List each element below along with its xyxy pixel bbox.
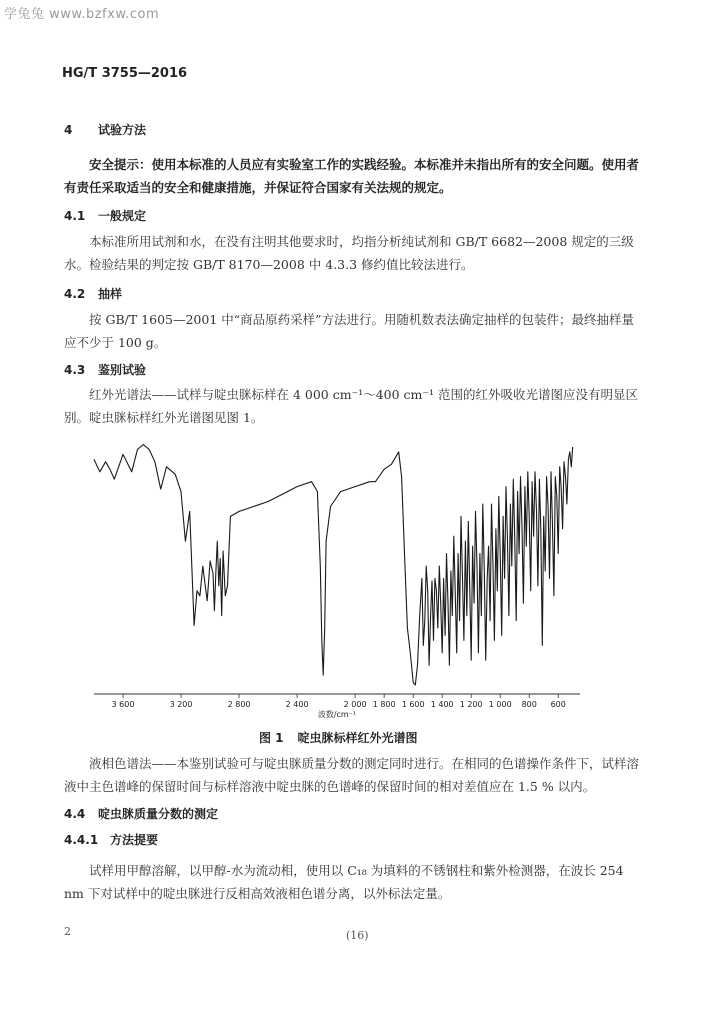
x-tick-label: 2 800 bbox=[227, 700, 251, 709]
section-number: 4.2 bbox=[64, 287, 86, 301]
section-title: 鉴别试验 bbox=[98, 363, 147, 377]
x-tick-label: 2 000 bbox=[343, 700, 367, 709]
x-tick-label: 3 200 bbox=[169, 700, 193, 709]
footer-center-number: (16) bbox=[346, 929, 369, 942]
x-tick-label: 1 400 bbox=[430, 700, 454, 709]
x-tick-label: 1 600 bbox=[401, 700, 425, 709]
page-number: 2 bbox=[64, 925, 71, 938]
x-tick-label: 600 bbox=[550, 700, 566, 709]
standard-number: HG/T 3755—2016 bbox=[62, 66, 188, 81]
section-4-3-ir-text: 红外光谱法——试样与啶虫脒标样在 4 000 cm⁻¹～400 cm⁻¹ 范围的红外吸收光谱图应没有明显区别。啶虫脒标样红外光谱图见图 1。 bbox=[64, 387, 638, 425]
ir-spectrum-chart bbox=[60, 432, 600, 724]
section-title: 一般规定 bbox=[98, 209, 147, 223]
section-title: 方法提要 bbox=[110, 833, 159, 847]
section-4-3-lc-text: 液相色谱法——本鉴别试验可与啶虫脒质量分数的测定同时进行。在相同的色谱操作条件下，试样溶液中主色谱峰的保留时间与标样溶液中啶虫脒的色谱峰的保留时间的相对差值应在 1.5 % 以内。 bbox=[64, 756, 640, 794]
x-axis-label: 波数/cm⁻¹ bbox=[317, 710, 357, 719]
section-4-4-1-text: 试样用甲醇溶解，以甲醇-水为流动相，使用以 C₁₈ 为填料的不锈钢柱和紫外检测器，在波长 254 nm 下对试样中的啶虫脒进行反相高效液相色谱分离，以外标法定量。 bbox=[64, 863, 624, 901]
safety-note: 安全提示：使用本标准的人员应有实验室工作的实践经验。本标准并未指出所有的安全问题。使用者有责任采取适当的安全和健康措施，并保证符合国家有关法规的规定。 bbox=[64, 157, 640, 195]
section-number: 4.1 bbox=[64, 209, 86, 223]
section-4-3-heading bbox=[64, 361, 146, 378]
section-title: 抽样 bbox=[98, 287, 123, 301]
section-number: 4.4.1 bbox=[64, 833, 99, 847]
x-tick-label: 1 800 bbox=[372, 700, 396, 709]
x-tick-label: 2 400 bbox=[285, 700, 309, 709]
section-number: 4.3 bbox=[64, 363, 86, 377]
plot-area bbox=[94, 445, 573, 686]
section-4-2-heading bbox=[64, 285, 122, 302]
x-tick-label: 800 bbox=[521, 700, 537, 709]
x-tick-label: 1 200 bbox=[459, 700, 483, 709]
x-axis-ticks bbox=[112, 694, 566, 709]
section-4-1-heading bbox=[64, 207, 146, 224]
section-title: 啶虫脒质量分数的测定 bbox=[98, 807, 219, 821]
section-4-heading bbox=[64, 121, 146, 138]
figure-title: 啶虫脒标样红外光谱图 bbox=[297, 731, 418, 745]
spectrum-line bbox=[94, 445, 573, 686]
section-4-2-text: 按 GB/T 1605—2001 中“商品原药采样”方法进行。用随机数表法确定抽样的包装件；最终抽样量应不少于 100 g。 bbox=[64, 312, 635, 350]
section-4-4-heading bbox=[64, 805, 218, 822]
section-number: 4.4 bbox=[64, 807, 86, 821]
x-tick-label: 1 000 bbox=[488, 700, 512, 709]
figure-number: 图 1 bbox=[259, 731, 284, 745]
figure-caption bbox=[259, 729, 418, 746]
section-title: 试验方法 bbox=[98, 123, 147, 137]
section-4-1-text: 本标准所用试剂和水，在没有注明其他要求时，均指分析纯试剂和 GB/T 6682—2008 规定的三级水。检验结果的判定按 GB/T 8170—2008 中 4.3.3 修约值比较法进行。 bbox=[64, 234, 634, 272]
section-4-4-1-heading bbox=[64, 831, 158, 848]
section-number: 4 bbox=[64, 123, 73, 137]
watermark: 学兔兔 www.bzfxw.com bbox=[4, 7, 160, 22]
x-tick-label: 3 600 bbox=[111, 700, 135, 709]
